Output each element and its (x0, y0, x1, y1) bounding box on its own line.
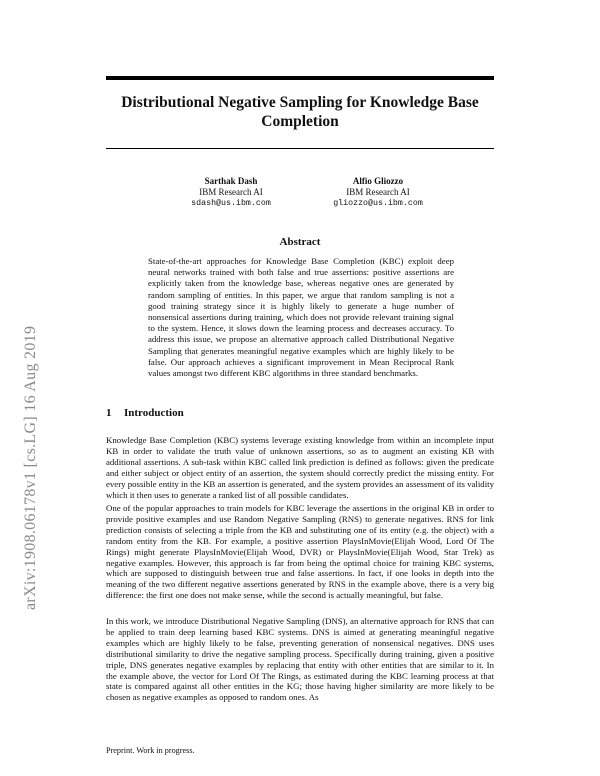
section-heading (106, 407, 184, 419)
footer-note: Preprint. Work in progress. (106, 746, 195, 755)
paper-title: Distributional Negative Sampling for Knowledge Base Completion (121, 94, 479, 130)
body-paragraph: In this work, we introduce Distributional Negative Sampling (DNS), an alternative approach for RNS that can be applied to train deep learning based KBC systems. DNS is aimed at generating meaningful negative examples which are highly likely to be false, preventing generation of nonsensical negatives. DNS uses distributional similarity to drive the negative sampling process. Specifically during training, given a positive triple, DNS generates negative examples by replacing that entity with other entities that are similar to it. In the example above, the vector for Lord Of The Rings, as estimated during the KBC learning process at that state is compared against all other entities in the KG; those having higher similarity are more likely to be chosen as negative examples as opposed to random ones. As (106, 616, 494, 703)
author-affiliation: IBM Research AI (346, 187, 410, 197)
author-block (298, 176, 458, 209)
author-email: gliozzo@us.ibm.com (333, 199, 423, 208)
title-bottom-rule (106, 148, 494, 149)
title-top-rule (106, 76, 494, 80)
author-block (151, 176, 311, 209)
body-paragraph: Knowledge Base Completion (KBC) systems leverage existing knowledge from within an incomplete input KB in order to validate the truth value of unknown assertions, so as to augment an existing KB with additional assertions. A sub-task within KBC called link prediction is defined as follows: given the predicate and either subject or object entity of an assertion, the system should correctly predict the missing entity. For every possible entity in the KB an assertion is generated, and the system provides an assessment of its validity which it then uses to generate a ranked list of all possible candidates. (106, 435, 494, 500)
abstract-text: State-of-the-art approaches for Knowledge Base Completion (KBC) exploit deep neural networks trained with both false and true assertions: positive assertions are explicitly taken from the knowledge base, whereas negative ones are generated by random sampling of entities. In this paper, we argue that random sampling is not a good training strategy since it is highly likely to generate a huge number of nonsensical assertions during training, which does not provide relevant training signal to the system. Hence, it slows down the learning process and decreases accuracy. To address this issue, we propose an alternative approach called Distributional Negative Sampling that generates meaningful negative examples which are highly likely to be false. Our approach achieves a significant improvement in Mean Reciprocal Rank values amongst two different KBC algorithms in three standard benchmarks. (148, 256, 454, 379)
section-number: 1 (106, 407, 112, 419)
abstract-heading: Abstract (279, 236, 321, 248)
author-affiliation: IBM Research AI (199, 187, 263, 197)
author-name: Sarthak Dash (204, 176, 258, 186)
author-name: Alfio Gliozzo (352, 176, 404, 186)
body-paragraph: One of the popular approaches to train models for KBC leverage the assertions in the original KB in order to provide positive examples and use Random Negative Sampling (RNS) to generate negatives. RNS for link prediction consists of selecting a triple from the KB and substituting one of its entity (e.g. the object) with a random entity from the KB. For example, a positive assertion PlaysInMovie(Elijah Wood, Lord Of The Rings) might generate PlaysInMovie(Elijah Wood, DVR) or PlaysInMovie(Elijah Wood, Star Trek) as negative examples. However, this approach is far from being the optimal choice for training KBC systems, which are supposed to distinguish between true and false assertions. In fact, if one looks in depth into the meaning of the two different negative assertions generated by RNS in the example above, there is a very big difference: the first one does not make sense, while the second is actually meaningful, but false. (106, 503, 494, 601)
author-email: sdash@us.ibm.com (191, 199, 271, 208)
section-title: Introduction (124, 407, 184, 419)
arxiv-stamp: arXiv:1908.06178v1 [cs.LG] 16 Aug 2019 (22, 325, 39, 610)
